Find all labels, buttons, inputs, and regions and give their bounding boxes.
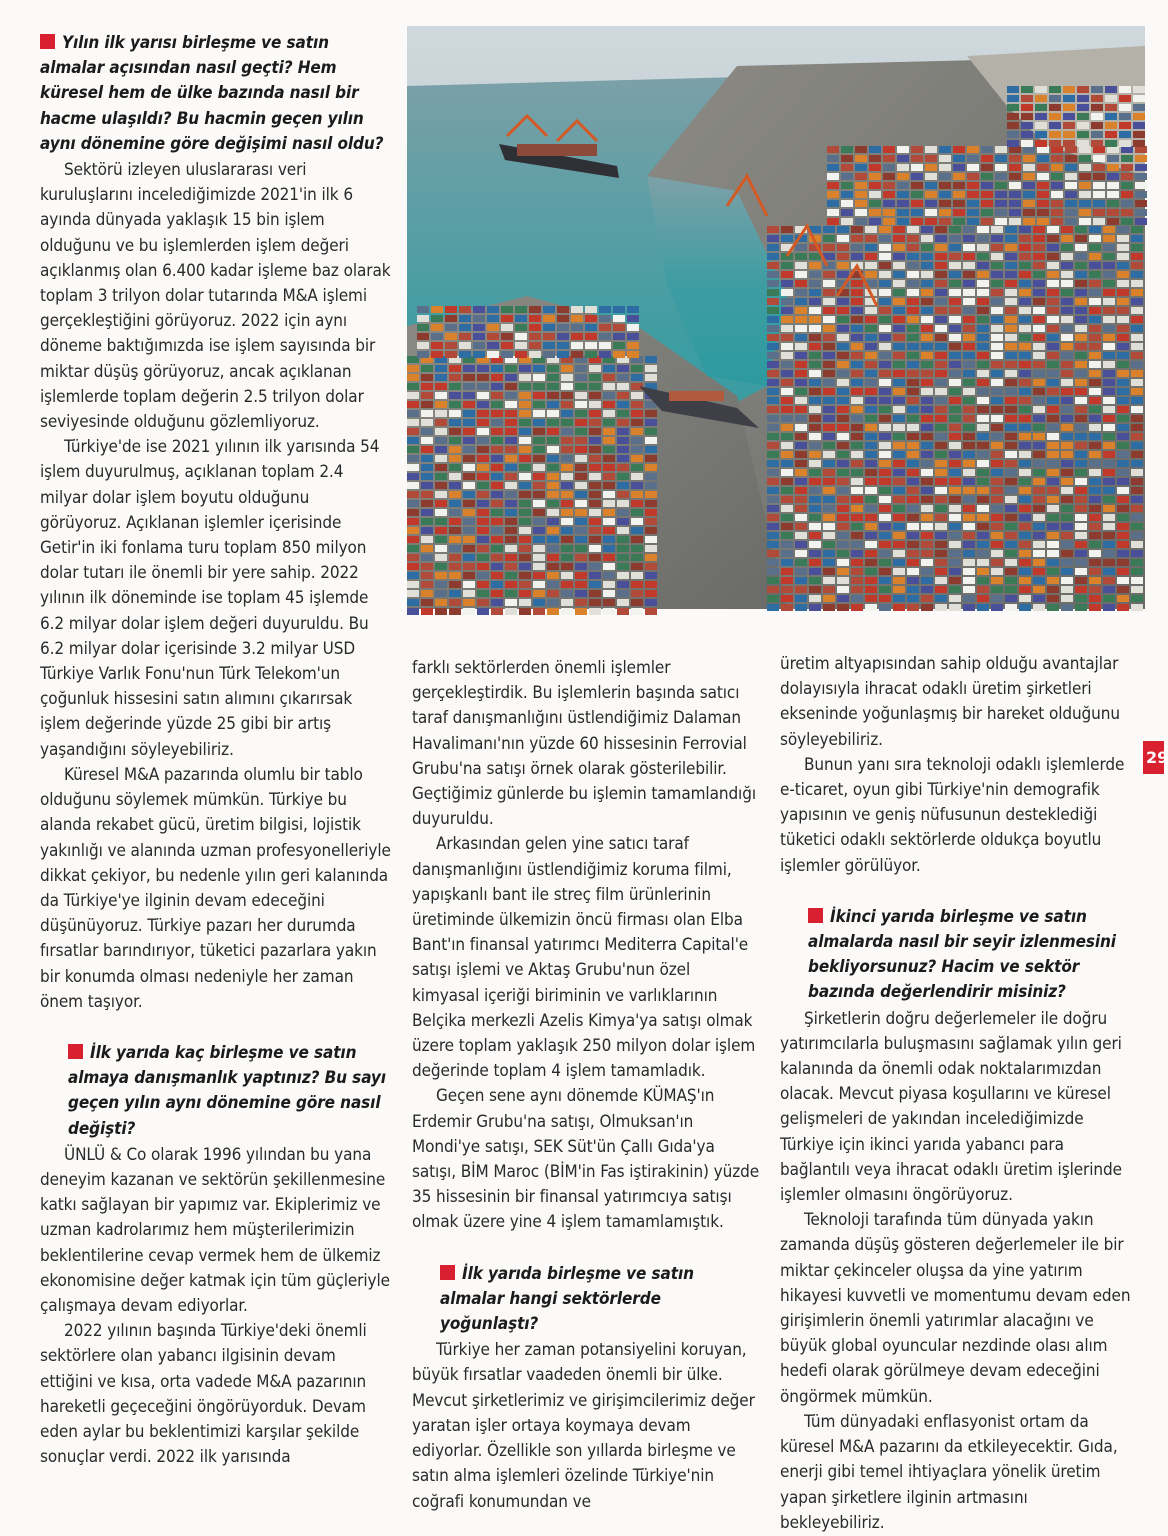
article-column-1 <box>40 31 392 1470</box>
paragraph: Türkiye her zaman potansiyelini koruyan, büyük fırsatlar vaadeden önemli bir ülke. Mevcut şirketlerimiz ve girişimcilerimiz değer yaratan işler ortaya koymaya devam ediyorlar. Özellikle son yıllarda birleşme ve satın alma işlemleri özelinde Türkiye'nin coğrafi konumundan ve <box>412 1340 755 1512</box>
question-heading <box>412 1262 762 1338</box>
paragraph: Şirketlerin doğru değerlemeler ile doğru yatırımcılarla buluşmasını sağlamak yılın geri kalanında da önemli odak noktalarımızdan olacak. Mevcut piyasa koşullarını ve küresel gelişmeleri de yakından incelediğimizde Türkiye için ikinci yarıda yabancı para bağlantılı veya ihracat odaklı üretim işlerinde işlemler olmasını öngörüyoruz. <box>780 1008 1122 1206</box>
article-column-3 <box>780 652 1132 1536</box>
article-column-2 <box>412 656 762 1515</box>
page-number: 29 <box>1143 741 1164 774</box>
container-port-image <box>407 26 1145 609</box>
paragraph: farklı sektörlerden önemli işlemler gerçekleştirdik. Bu işlemlerin başında satıcı taraf danışmanlığını üstlendiğimiz Dalaman Havalimanı'nın yüzde 60 hissesinin Ferrovial Grubu'na satışı örnek olarak gösterilebilir. Geçtiğimiz günlerde bu işlemin tamamlandığı duyuruldu. <box>412 658 756 830</box>
question-heading <box>40 31 392 157</box>
paragraph: Geçen sene aynı dönemde KÜMAŞ'ın Erdemir Grubu'na satışı, Olmuksan'ın Mondi'ye satışı, SEK Süt'ün Çallı Gıda'ya satışı, BİM Maroc (BİM'in Fas iştirakinin) yüzde 35 hissesinin bir finansal yatırımcıya satışı olmak üzere yine 4 işlem tamamlamıştık. <box>412 1086 760 1233</box>
question-heading <box>780 905 1132 1006</box>
paragraph: 2022 yılının başında Türkiye'deki önemli sektörlere olan yabancı ilgisinin devam ettiğini ve kısa, orta vadede M&A pazarının hareketli geçeceğini öngörüyorduk. Devam eden aylar bu beklentimizi karşılar şekilde sonuçlar verdi. 2022 ilk yarısında <box>40 1321 367 1468</box>
red-square-bullet-icon <box>40 34 55 49</box>
question-text: İlk yarıda kaç birleşme ve satın almaya danışmanlık yaptınız? Bu sayı geçen yılın aynı dönemine göre nasıl değişti? <box>68 1042 386 1139</box>
paragraph: Teknoloji tarafında tüm dünyada yakın zamanda düşüş gösteren değerlemeler ile bir miktar çekinceler oluşsa da yine yatırım hikayesi kuvvetli ve momentumu devam eden girişimlerin önemli yatırımlar alacağını ve büyük global oyuncular nezdinde olası alım hedefi olarak görülmeye devam edeceğini öngörmek mümkün. <box>780 1210 1131 1407</box>
question-heading <box>40 1041 392 1142</box>
container-port-photo <box>407 26 1145 609</box>
paragraph: Sektörü izleyen uluslararası veri kuruluşlarını incelediğimizde 2021'in ilk 6 ayında dünyada yaklaşık 15 bin işlem olduğunu ve bu işlemlerden işlem değeri açıklanmış olan 6.400 kadar işleme baz olarak toplam 3 trilyon dolar tutarında M&A işlemi gerçekleştiğini görüyoruz. 2022 için aynı döneme baktığımızda ise işlem sayısında bir miktar düşüş görüyoruz, ancak açıklanan işlemlerde toplam değerin 2.5 trilyon dolar seviyesinde olduğunu gözlemliyoruz. <box>40 160 391 433</box>
paragraph: ÜNLÜ & Co olarak 1996 yılından bu yana deneyim kazanan ve sektörün şekillenmesine katkı sağlayan bir yapımız var. Ekiplerimiz ve uzman kadrolarımız hem müşterilerimizin beklentilerine cevap vermek hem de ülkemiz ekonomisine değer katmak için tüm güçleriyle çalışmaya devam ediyorlar. <box>40 1144 390 1316</box>
red-square-bullet-icon <box>440 1265 455 1280</box>
paragraph: Küresel M&A pazarında olumlu bir tablo olduğunu söylemek mümkün. Türkiye bu alanda rekabet gücü, üretim bilgisi, lojistik yakınlığı ve alanında uzman profesyonelleriyle dikkat çekiyor, bu nedenle yılın geri kalanında da Türkiye'ye ilginin devam edeceğini düşünüyoruz. Türkiye pazarı her durumda fırsatlar barındırıyor, tüketici pazarlara yakın bir konumda olması nedeniyle her zaman önem taşıyor. <box>40 764 391 1012</box>
paragraph: Türkiye'de ise 2021 yılının ilk yarısında 54 işlem duyurulmuş, açıklanan toplam 2.4 milyar dolar işlem boyutu olduğunu görüyoruz. Açıklanan işlemler içerisinde Getir'in iki fonlama turu toplam 850 milyon dolar tutarı ile önemli bir yere sahip. 2022 yılının ilk döneminde ise toplam 45 işlemde 6.2 milyar dolar işlem değeri duyuruldu. Bu 6.2 milyar dolar içerisinde 3.2 milyar USD Türkiye Varlık Fonu'nun Türk Telekom'un çoğunluk hissesini satın alımını çıkarırsak işlem değerinde yüzde 25 gibi bir artış yaşandığını söyleyebiliriz. <box>40 437 380 760</box>
question-text: İlk yarıda birleşme ve satın almalar hangi sektörlerde yoğunlaştı? <box>440 1263 694 1335</box>
paragraph: Bunun yanı sıra teknoloji odaklı işlemlerde e-ticaret, oyun gibi Türkiye'nin demografik yapısının ve geniş nüfusunun desteklediği tüketici odaklı sektörlerde oldukça boyutlu işlemler görülüyor. <box>780 754 1125 876</box>
question-text: İkinci yarıda birleşme ve satın almalarda nasıl bir seyir izlenmesini bekliyorsunuz? Hacim ve sektör bazında değerlendirir misiniz? <box>808 906 1116 1003</box>
red-square-bullet-icon <box>808 908 823 923</box>
paragraph: Arkasından gelen yine satıcı taraf danışmanlığını üstlendiğimiz koruma filmi, yapışkanlı bant ile streç film ürünlerinin üretiminde ülkemizin öncü firması olan Elba Bant'ın finansal yatırımcı Mediterra Capital'e satışı işlemi ve Aktaş Grubu'nun özel kimyasal içeriği biriminin ve varlıklarının Belçika merkezli Azelis Kimya'ya satışı olmak üzere toplam yaklaşık 250 milyon dolar işlem değerinde toplam 4 işlem tamamladık. <box>412 834 756 1082</box>
question-text: Yılın ilk yarısı birleşme ve satın almalar açısından nasıl geçti? Hem küresel hem de ülke bazında nasıl bir hacme ulaşıldı? Bu hacmin geçen yılın aynı dönemine göre değişimi nasıl oldu? <box>40 33 384 154</box>
paragraph: üretim altyapısından sahip olduğu avantajlar dolayısıyla ihracat odaklı üretim şirketleri ekseninde yoğunlaşmış bir hareket olduğunu söyleyebiliriz. <box>780 654 1120 750</box>
paragraph: Tüm dünyadaki enflasyonist ortam da küresel M&A pazarını da etkileyecektir. Gıda, enerji gibi temel ihtiyaçlara yönelik üretim yapan şirketlere ilginin artmasını bekleyebiliriz. <box>780 1411 1118 1533</box>
red-square-bullet-icon <box>68 1044 83 1059</box>
